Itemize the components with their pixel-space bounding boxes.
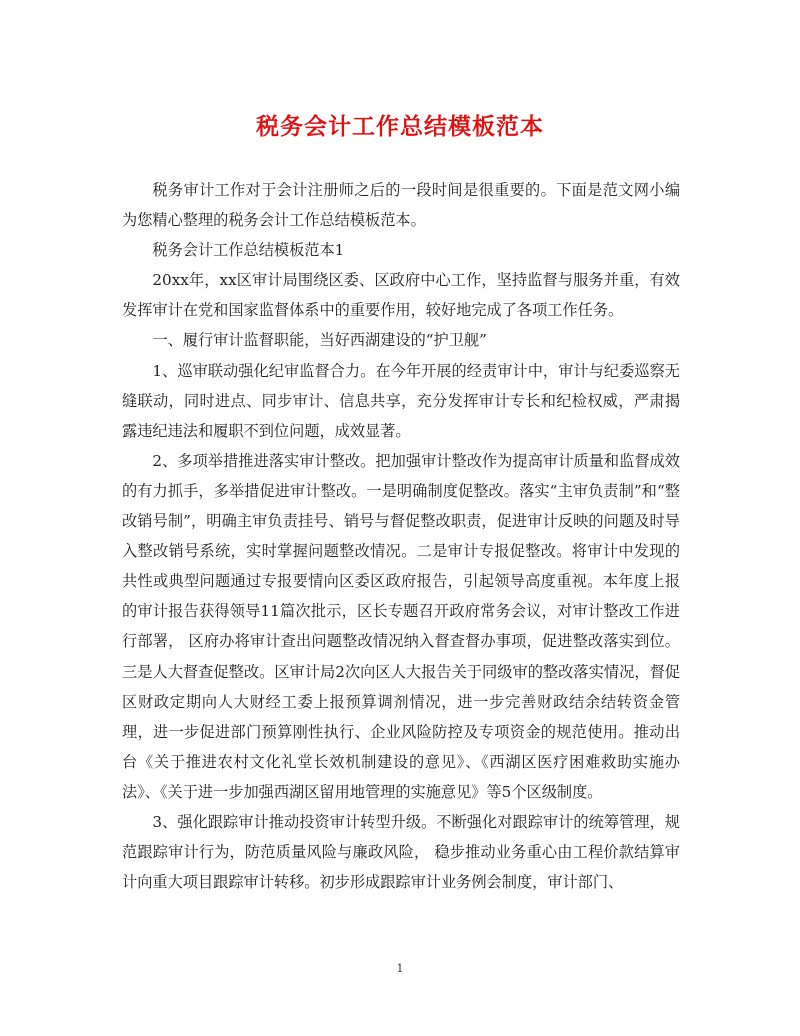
- paragraph-summary: 20xx年，xx区审计局围绕区委、区政府中心工作，坚持监督与服务并重，有效发挥审计在党和国家监督体系中的重要作用，较好地完成了各项工作任务。: [122, 271, 680, 320]
- paragraph-intro: 税务审计工作对于会计注册师之后的一段时间是很重要的。下面是范文网小编为您精心整理的税务会计工作总结模板范本。: [122, 181, 680, 230]
- paragraph-item-2: 2、多项举措推进落实审计整改。把加强审计整改作为提高审计质量和监督成效的有力抓手，多举措促进审计整改。一是明确制度促整改。落实“主审负责制”和“整改销号制”，明确主审负责挂号、销号与督促整改职责，促进审计反映的问题及时导入整改销号系统，实时掌握问题整改情况。二是审计专报促整改。将审计中发现的共性或典型问题通过专报要情向区委区政府报告，引起领导高度重视。本年度上报的审计报告获得领导11篇次批示，区长专题召开政府常务会议，对审计整改工作进行部署， 区府办将审计查出问题整改情况纳入督查督办事项，促进整改落实到位。三是人大督查促整改。区审计局2次向区人大报告关于同级审的整改落实情况，督促区财政定期向人大财经工委上报预算调剂情况，进一步完善财政结余结转资金管理，进一步促进部门预算刚性执行、企业风险防控及专项资金的规范使用。推动出台《关于推进农村文化礼堂长效机制建设的意见》、《西湖区医疗困难救助实施办法》、《关于进一步加强西湖区留用地管理的实施意见》等5个区级制度。: [122, 451, 680, 801]
- page-number: 1: [396, 962, 404, 975]
- paragraph-item-1: 1、巡审联动强化纪审监督合力。在今年开展的经责审计中，审计与纪委巡察无缝联动，同时进点、同步审计、信息共享，充分发挥审计专长和纪检权威，严肃揭露违纪违法和履职不到位问题，成效显著。: [122, 361, 680, 440]
- paragraph-item-3: 3、强化跟踪审计推动投资审计转型升级。不断强化对跟踪审计的统筹管理，规范跟踪审计行为，防范质量风险与廉政风险， 稳步推动业务重心由工程价款结算审计向重大项目跟踪审计转移。初步形成跟踪审计业务例会制度，审计部门、: [122, 812, 680, 892]
- paragraph-section-title: 税务会计工作总结模板范本1: [152, 241, 345, 260]
- document-title: 税务会计工作总结模板范本: [256, 113, 544, 140]
- document-body: [122, 175, 680, 897]
- paragraph-heading-1: 一、履行审计监督职能，当好西湖建设的“护卫舰”: [152, 331, 487, 350]
